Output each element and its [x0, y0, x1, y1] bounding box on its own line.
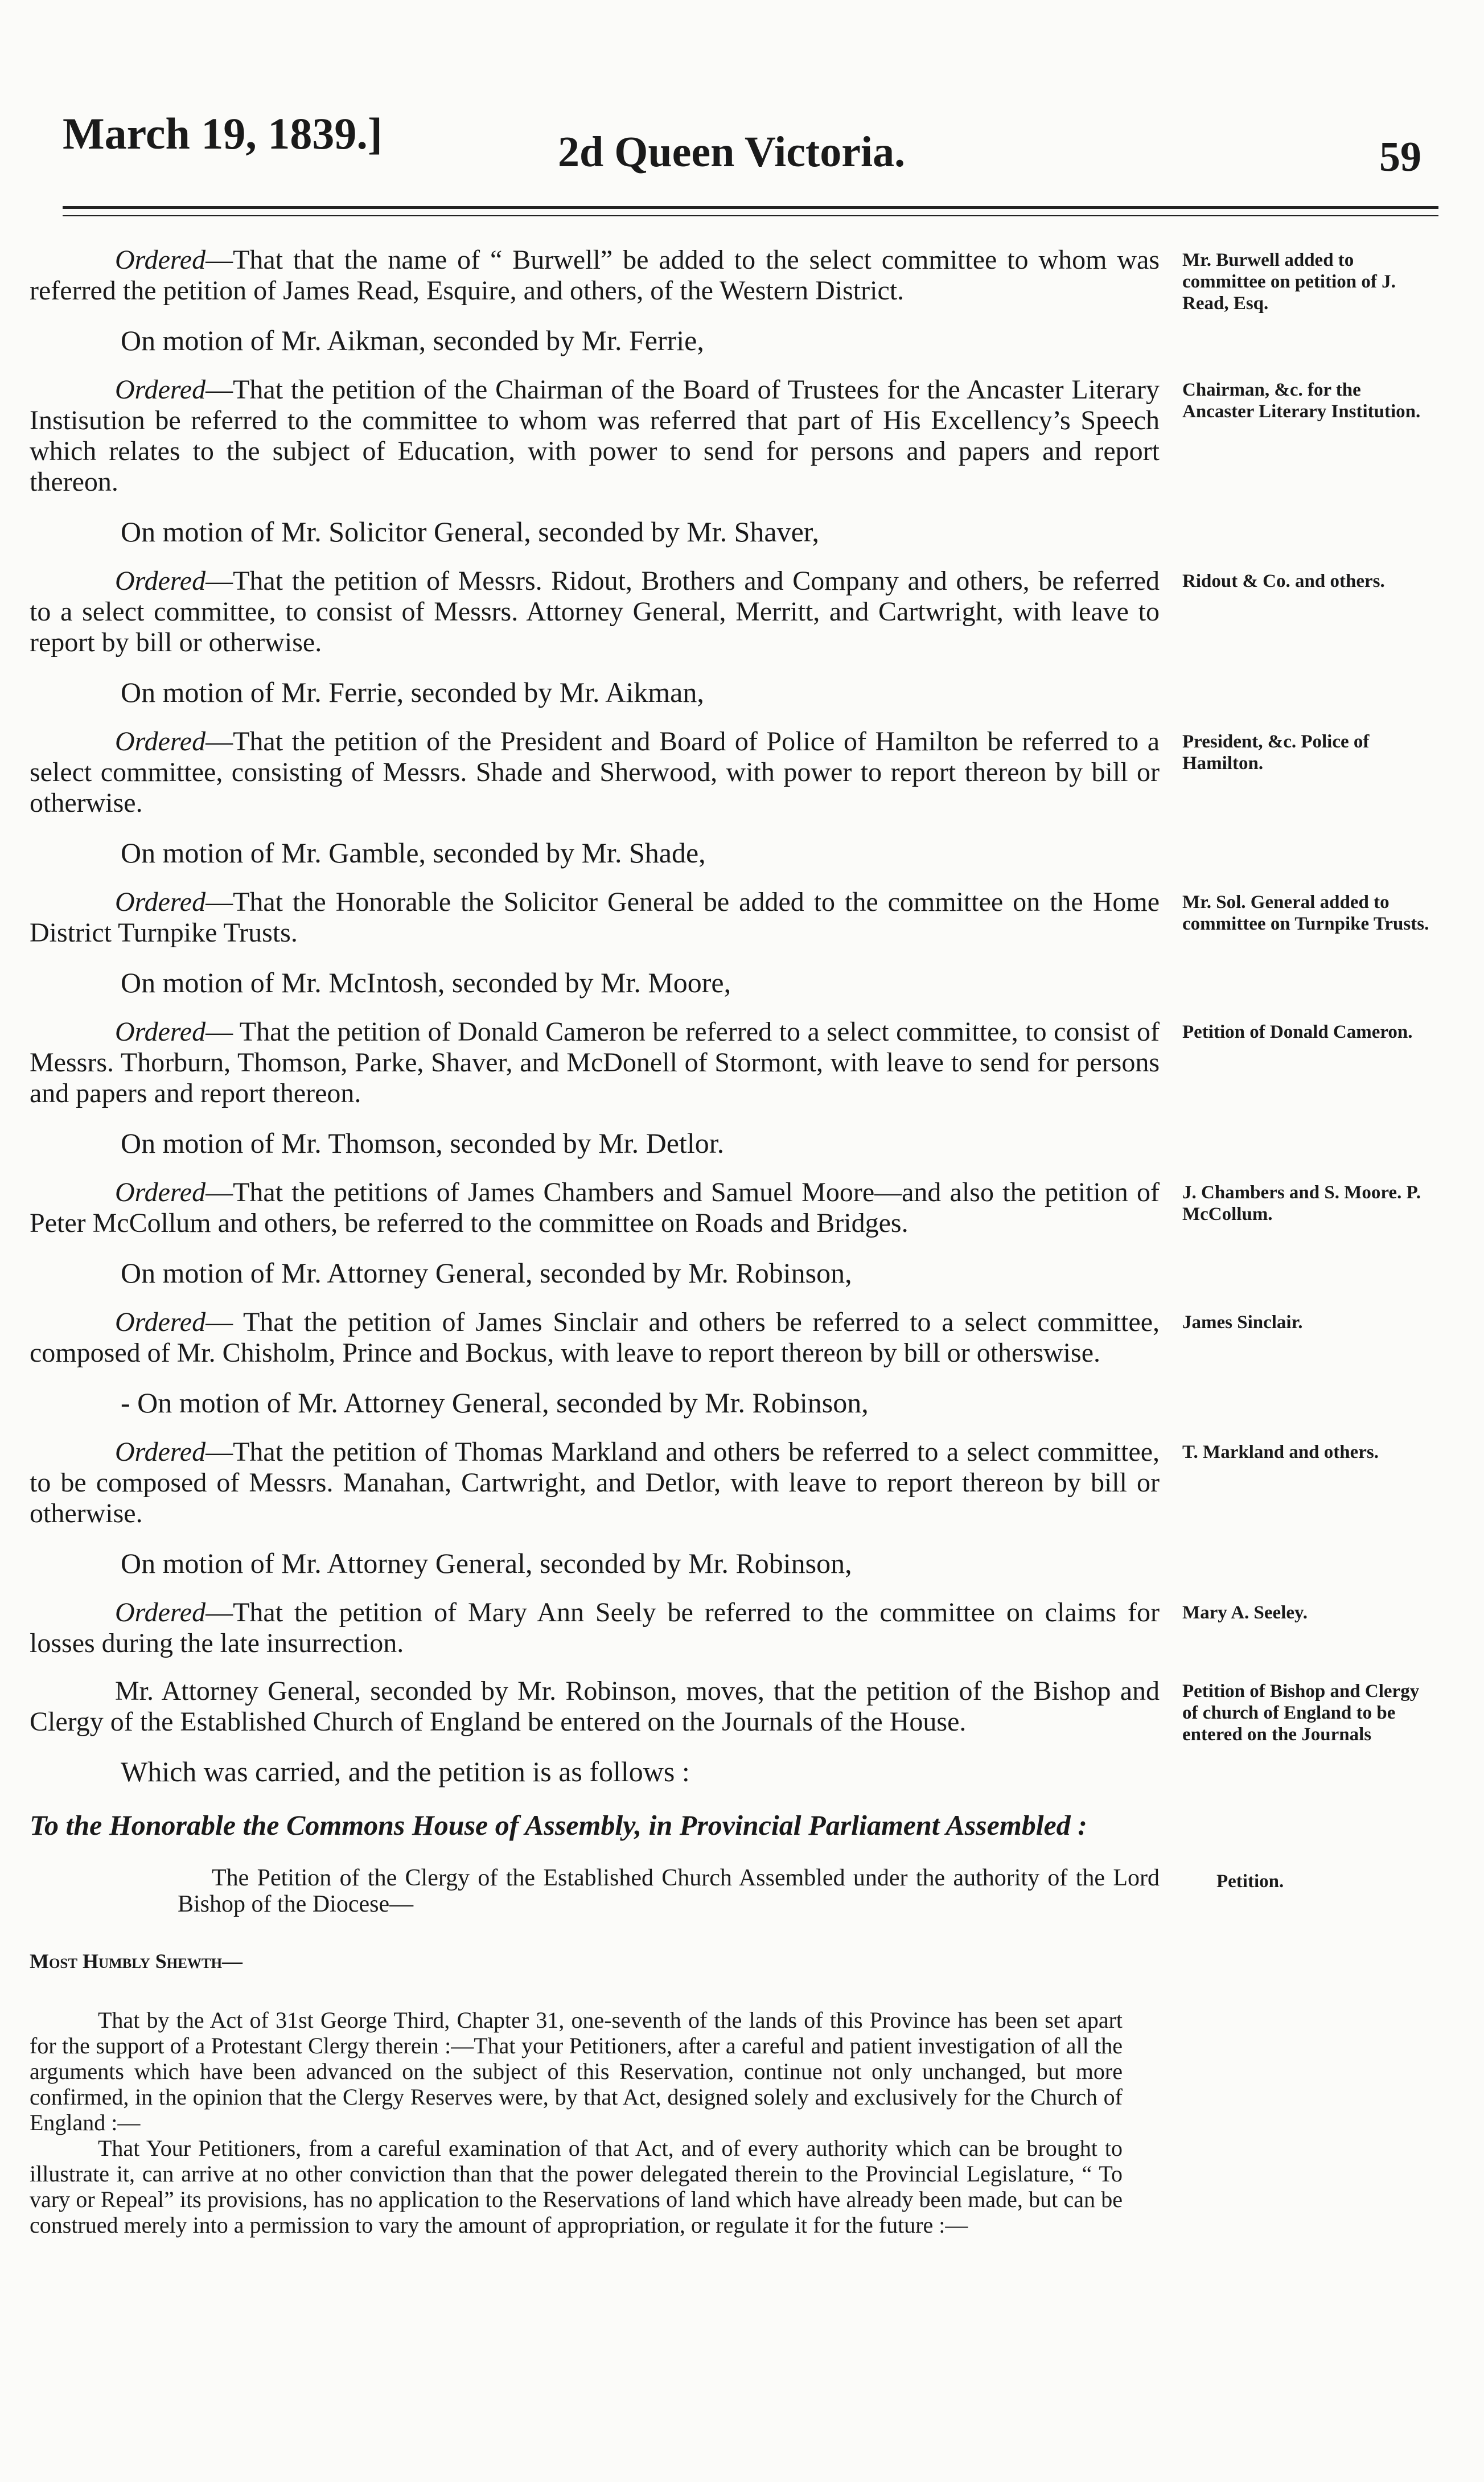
paragraph-entry	[30, 1676, 1436, 1745]
order-entry	[30, 1307, 1436, 1369]
margin-note: Mr. Sol. General added to committee on Turnpike Trusts.	[1182, 892, 1429, 934]
motion-text: On motion of Mr. McIntosh, seconded by Mr. Moore,	[121, 967, 731, 998]
margin-note: Chairman, &c. for the Ancaster Literary Institution.	[1182, 380, 1421, 422]
header-date: March 19, 1839.]	[63, 109, 383, 158]
margin-note: Petition of Bishop and Clergy of church of England to be entered on the Journals	[1182, 1681, 1420, 1745]
motion-text: - On motion of Mr. Attorney General, seconded by Mr. Robinson,	[121, 1387, 869, 1419]
motion-text: Which was carried, and the petition is as follows :	[121, 1756, 690, 1787]
motion-text: On motion of Mr. Gamble, seconded by Mr. Shade,	[121, 837, 706, 869]
motion-text: On motion of Mr. Ferrie, seconded by Mr. Aikman,	[121, 676, 704, 708]
order-entry	[30, 726, 1436, 819]
ordered-lead: Ordered	[115, 1177, 206, 1207]
motion-entry	[30, 323, 1436, 357]
margin-note: T. Markland and others.	[1182, 1442, 1379, 1462]
order-text: —That the petitions of James Chambers and Samuel Moore—and also the petition of Peter McCollum and others, be referred to the committee on Roads and Bridges.	[30, 1177, 1160, 1238]
motion-entry	[30, 1256, 1436, 1290]
order-entry	[30, 1597, 1436, 1659]
page-number: 59	[1379, 134, 1421, 180]
motion-text: On motion of Mr. Attorney General, seconded by Mr. Robinson,	[121, 1257, 852, 1289]
motion-text: On motion of Mr. Attorney General, seconded by Mr. Robinson,	[121, 1547, 852, 1579]
margin-note: J. Chambers and S. Moore. P. McCollum.	[1182, 1182, 1421, 1224]
margin-note: Petition.	[1216, 1871, 1284, 1892]
order-text: —That the Honorable the Solicitor General be added to the committee on the Home District Turnpike Trusts.	[30, 887, 1160, 948]
ordered-lead: Ordered	[115, 245, 206, 275]
order-text: —That the petition of the Chairman of the Board of Trustees for the Ancaster Literary Instisution be referred to the committee to whom was referred that part of His Excellency’s Speech which relates to the subject of Education, with power to send for persons and papers and report thereon.	[30, 375, 1160, 497]
header-reign: 2d Queen Victoria.	[558, 128, 906, 176]
ordered-lead: Ordered	[115, 375, 206, 405]
ordered-lead: Ordered	[115, 1597, 206, 1628]
ordered-lead: Ordered	[115, 566, 206, 596]
margin-note: Mary A. Seeley.	[1182, 1602, 1308, 1623]
margin-note: James Sinclair.	[1182, 1312, 1303, 1333]
order-text: — That the petition of James Sinclair and others be referred to a select committee, composed of Mr. Chisholm, Prince and Bockus, with leave to report thereon by bill or otherswise.	[30, 1307, 1160, 1368]
petition-intro-text: The Petition of the Clergy of the Established Church Assembled under the authority of the Lord Bishop of the Diocese—	[178, 1865, 1160, 1917]
paragraph-text: Mr. Attorney General, seconded by Mr. Robinson, moves, that the petition of the Bishop and Clergy of the Established Church of England be entered on the Journals of the House.	[30, 1676, 1160, 1737]
order-text: — That the petition of Donald Cameron be referred to a select committee, to consist of Messrs. Thorburn, Thomson, Parke, Shaver, and McDonell of Stormont, with leave to send for persons and papers and report thereon.	[30, 1017, 1160, 1108]
header-rule-thin	[63, 215, 1438, 216]
petition-salutation: Most Humbly Shewth—	[30, 1950, 243, 1973]
motion-entry	[30, 515, 1436, 549]
motion-text: On motion of Mr. Aikman, seconded by Mr. Ferrie,	[121, 324, 704, 356]
ordered-lead: Ordered	[115, 1307, 206, 1337]
motion-text: On motion of Mr. Thomson, seconded by Mr. Detlor.	[121, 1127, 725, 1159]
margin-note: Petition of Donald Cameron.	[1182, 1022, 1413, 1042]
order-text: —That the petition of Mary Ann Seely be referred to the committee on claims for losses during the late insurrection.	[30, 1597, 1160, 1658]
motion-entry	[30, 1386, 1436, 1420]
margin-note: Mr. Burwell added to committee on petition of J. Read, Esq.	[1182, 250, 1396, 314]
motion-entry	[30, 1126, 1436, 1160]
order-text: —That the petition of the President and Board of Police of Hamilton be referred to a select committee, consisting of Messrs. Shade and Sherwood, with power to report thereon by bill or otherwise.	[30, 726, 1160, 818]
journal-content	[30, 245, 1436, 2238]
order-entry	[30, 566, 1436, 658]
margin-note: President, &c. Police of Hamilton.	[1182, 732, 1370, 774]
order-text: —That that the name of “ Burwell” be added to the select committee to whom was referred the petition of James Read, Esquire, and others, of the Western District.	[30, 245, 1160, 306]
order-entry	[30, 887, 1436, 948]
petition-intro	[178, 1865, 1284, 1917]
header-rule	[63, 206, 1438, 209]
order-text: —That the petition of Thomas Markland and others be referred to a select committee, to be composed of Messrs. Manahan, Cartwright, and Detlor, with leave to report thereon by bill or otherwise.	[30, 1437, 1160, 1528]
motion-entry	[30, 1546, 1436, 1580]
ordered-lead: Ordered	[115, 726, 206, 757]
ordered-lead: Ordered	[115, 1017, 206, 1047]
margin-note: Ridout & Co. and others.	[1182, 571, 1385, 591]
order-entry	[30, 375, 1436, 498]
motion-entry	[30, 1754, 1436, 1789]
ordered-lead: Ordered	[115, 1437, 206, 1467]
motion-entry	[30, 836, 1436, 870]
petition-paragraph: That by the Act of 31st George Third, Chapter 31, one-seventh of the lands of this Province has been set apart for the support of a Protestant Clergy therein :—That your Petitioners, after a careful and patient investigation of all the arguments which have been advanced on the subject of this Reservation, continue not only unchanged, but more confirmed, in the opinion that the Clergy Reserves were, by that Act, designed solely and exclusively for the Church of England :—	[30, 2007, 1123, 2135]
order-entry	[30, 1437, 1436, 1529]
order-entry	[30, 245, 1436, 314]
motion-entry	[30, 965, 1436, 1000]
order-text: —That the petition of Messrs. Ridout, Brothers and Company and others, be referred to a select committee, to consist of Messrs. Attorney General, Merritt, and Cartwright, with leave to report by bill or otherwise.	[30, 566, 1160, 658]
order-entry	[30, 1017, 1436, 1109]
motion-text: On motion of Mr. Solicitor General, seconded by Mr. Shaver,	[121, 516, 819, 548]
page-header	[63, 108, 1421, 180]
motion-entry	[30, 675, 1436, 709]
petition-paragraph: That Your Petitioners, from a careful examination of that Act, and of every authority which can be brought to illustrate it, can arrive at no other conviction than that the power delegated therein to the Provincial Legislature, “ To vary or Repeal” its provisions, has no application to the Reservations of land which have already been made, but can be construed merely into a permission to vary the amount of appropriation, or regulate it for the future :—	[30, 2135, 1123, 2238]
ordered-lead: Ordered	[115, 887, 206, 917]
order-entry	[30, 1177, 1436, 1239]
petition-address: To the Honorable the Commons House of Assembly, in Provincial Parliament Assembled :	[30, 1809, 1087, 1841]
